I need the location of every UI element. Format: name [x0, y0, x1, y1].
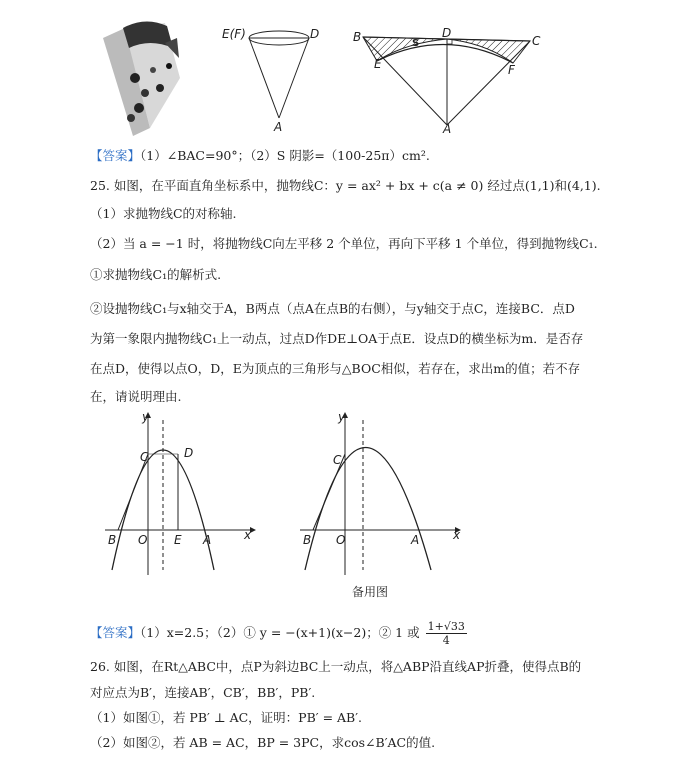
q25-part2b-line3: 在点D，使得以点O，D，E为顶点的三角形与△BOC相似，若存在，求出m的值；若不存 [90, 361, 581, 376]
cone-photo [95, 18, 185, 138]
sector-diagram [355, 25, 545, 135]
label-d: D [310, 27, 320, 41]
graph1-x-label: x [244, 528, 252, 542]
spare-figure-caption: 备用图 [352, 585, 389, 599]
graph1-c-label: C [140, 450, 149, 464]
graph2-b-label: B [303, 533, 312, 547]
parabola-graph-main [100, 410, 260, 580]
answer-24-text: （1）∠BAC=90°；（2）S 阴影=（100-25π）cm². [140, 148, 430, 163]
graph1-a-label: A [203, 533, 212, 547]
graph1-e-label: E [174, 533, 182, 547]
q25-part2: （2）当 a = −1 时，将抛物线C向左平移 2 个单位，再向下平移 1 个单位，得到抛物线C₁. [90, 236, 598, 251]
q25-part1: （1）求抛物线C的对称轴. [90, 206, 237, 221]
answer-24 [90, 146, 430, 164]
graph1-o-label: O [138, 533, 148, 547]
label-ef: E(F) [222, 27, 246, 41]
parabola-graph-spare [295, 410, 465, 580]
q25-part2b-line4: 在，请说明理由. [90, 389, 182, 404]
label-a: A [274, 120, 283, 134]
label-s: S [412, 38, 420, 49]
label-f: F [508, 63, 515, 77]
label-d2: D [442, 26, 452, 40]
q26-stem-line1: 26. 如图，在Rt△ABC中，点P为斜边BC上一动点，将△ABP沿直线AP折叠，使得点B的 [90, 659, 582, 674]
answer-tag: 【答案】 [90, 625, 141, 640]
answer-tag: 【答案】 [90, 148, 141, 163]
graph1-b-label: B [108, 533, 117, 547]
label-e: E [374, 57, 382, 71]
graph1-d-label: D [184, 446, 194, 460]
q25-part2a: ①求抛物线C₁的解析式. [90, 267, 222, 282]
graph1-y-label: y [142, 410, 150, 424]
label-a2: A [443, 122, 452, 136]
q25-stem: 25. 如图，在平面直角坐标系中，抛物线C：y = ax² + bx + c(a ≠ 0) 经过点(1,1)和(4,1). [90, 178, 601, 193]
graph2-a-label: A [411, 533, 420, 547]
answer-25 [90, 620, 467, 647]
fraction-denominator: 4 [442, 634, 450, 647]
graph2-y-label: y [338, 410, 346, 424]
q26-part1: （1）如图①，若 PB′ ⊥ AC，证明：PB′ = AB′. [90, 710, 363, 725]
graph2-x-label: x [453, 528, 461, 542]
q26-part2: （2）如图②，若 AB = AC，BP = 3PC，求cos∠B′AC的值. [90, 735, 436, 750]
answer-25-text: （1）x=2.5；（2）① y = −(x+1)(x−2)；② 1 或 [140, 625, 420, 640]
answer-25-fraction [426, 620, 467, 647]
fraction-numerator: 1+√33 [427, 620, 465, 633]
label-b: B [353, 30, 362, 44]
graph2-o-label: O [336, 533, 346, 547]
graph2-c-label: C [333, 453, 342, 467]
label-c: C [532, 34, 541, 48]
q25-part2b-line1: ②设抛物线C₁与x轴交于A，B两点（点A在点B的右侧），与y轴交于点C，连接BC．点D [90, 301, 575, 316]
q25-part2b-line2: 为第一象限内抛物线C₁上一动点，过点D作DE⊥OA于点E．设点D的横坐标为m．是否存 [90, 331, 584, 346]
q26-stem-line2: 对应点为B′，连接AB′，CB′，BB′，PB′. [90, 685, 316, 700]
